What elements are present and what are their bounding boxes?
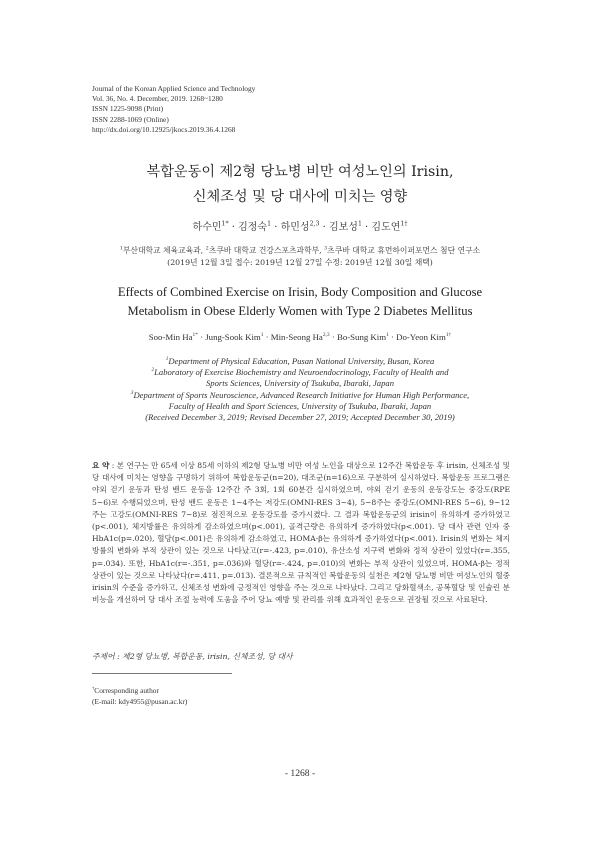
affiliation-line: $^3$Department of Sports Neuroscience, Advanced Research Initiative for Human High Performance, <box>130 389 470 400</box>
author: Soo-Min $Ha^{1*}$ · <box>148 332 206 342</box>
korean-affiliations <box>0 245 600 269</box>
affiliation-line: $^1$Department of Physical Education, Pusan National University, Busan, Korea <box>165 356 435 366</box>
author: 김보성$^1$ · <box>328 220 372 233</box>
english-affiliations <box>0 356 600 423</box>
author: 하민성$^{2,3}$ · <box>280 220 329 233</box>
page-number: - 1268 - <box>284 768 316 779</box>
affiliation-line: $^2$Laboratory of Exercise Biochemistry and Neuroendocrinology, Faculty of Health and <box>151 367 449 378</box>
author: Bo-Sung Kim$^1$ · <box>336 332 397 342</box>
author: 김도연$^{1\dagger}$ <box>371 220 408 233</box>
korean-authors <box>0 218 600 233</box>
author: Do-Yeon Kim$^{1\dagger}$ <box>396 332 452 342</box>
doi-link[interactable]: http://dx.doi.org/10.12925/jkocs.2019.36.4.1268 <box>92 124 236 134</box>
korean-title-line1: 복합운동이 제2형 당뇨병 비만 여성노인의 Irisin, <box>146 164 454 180</box>
footnote-divider <box>92 673 232 674</box>
korean-affiliation-line: $^1$부산대학교 체육교육과, $^2$츠쿠바 대학교 건강스포츠과학부, $^3$츠쿠바 대학교 휴먼하이퍼포먼스 첨단 연구소 <box>119 246 481 255</box>
korean-title <box>0 160 600 210</box>
author: Jung-Sook Kim$^1$ · <box>205 332 271 342</box>
keywords: 주제어 : 제2형 당뇨병, 복합운동, irisin, 신체조성, 당 대사 <box>92 652 293 661</box>
corresponding-email: (E-mail: kdy4955@pusan.ac.kr) <box>92 697 188 706</box>
english-title-line1: Effects of Combined Exercise on Irisin, Body Composition and Glucose <box>117 285 483 299</box>
abstract-label: 요 약 <box>92 461 110 470</box>
english-authors <box>0 332 600 342</box>
author: 김정숙$^1$ · <box>238 220 281 233</box>
author: Min-Seong Ha$^{2,3}$ · <box>270 332 337 342</box>
affiliation-line: Sports Sciences, University of Tsukuba, Ibaraki, Japan <box>205 378 394 389</box>
journal-name: Journal of the Korean Applied Science and Technology <box>92 84 256 93</box>
issn-print: ISSN 1225-9098 (Print) <box>92 104 164 114</box>
received-dates: (Received December 3, 2019; Revised December 27, 2019; Accepted December 30, 2019) <box>145 412 455 423</box>
english-title <box>0 283 600 321</box>
journal-volume: Vol. 36, No. 4. December, 2019. 1268~1280 <box>92 94 223 104</box>
english-title-line2: Metabolism in Obese Elderly Women with Type 2 Diabetes Mellitus <box>127 304 473 318</box>
korean-dates: (2019년 12월 3일 접수: 2019년 12월 27일 수정: 2019년 12월 30일 채택) <box>167 258 433 267</box>
journal-info <box>92 84 255 135</box>
abstract <box>92 460 510 606</box>
corresponding-author-note <box>92 685 187 707</box>
affiliation-line: Faculty of Health and Sport Sciences, University of Tsukuba, Ibaraki, Japan <box>168 400 432 411</box>
abstract-text: : 본 연구는 만 65세 이상 85세 이하의 제2형 당뇨병 비만 여성 노인을 대상으로 12주간 복합운동 후 irisin, 신체조성 및 당 대사에 미치는 영향을 구명하기 위하여 복합운동군(n=20), 대조군(n=16)으로 구분하여 실시하였다. 복합운동 프로그램은 야외 걷기 운동과 탄성 밴드 운동을 12주간 주 3회, 1회 60분간 실시하였으며, 야외 걷기 운동의 운동강도는 중강도(RPE 5~6)로 수행되었으며, 탄성 밴드 운동은 1~4주는 저강도(OMNI-RES 3~4), 5~8주는 중강도(OMNI-RES 5~6), 9~12주는 고강도(OMNI-RES 7~8)로 점진적으로 운동강도를 증가시켰다. 그 결과 복합운동군의 irisin이 유의하게 증가하였고(p<.001), 체지방률은 유의하게 감소하였으며(p<.001), 골격근량은 유의하게 증가하였다(p<.001). 당 대사 관련 인자 중 HbA1c(p=.020), 혈당(p<.001)은 유의하게 감소하였고, HOMA-β는 유의하게 증가하였다(p<.001). Irisin의 변화는 체지방률의 변화와 부적 상관이 있는 것으로 나타났고(r=-.423, p=.010), 유산소성 지구력 변화와 정적 상관이 있었다(r=.355, p=.034). 또한, HbA1c(r=-.351, p=.036)와 혈당(r=-.424, p=.010)의 변화는 부적 상관이 있었으며, HOMA-β는 정적 상관이 있는 것으로 나타났다(r=.411, p=.013). 결론적으로 규칙적인 복합운동의 실천은 제2형 당뇨병 비만 여성노인의 혈중 irisin의 수준을 증가하고, 신체조성 변화에 긍정적인 영향을 주는 것으로 나타났다. 그리고 당화혈색소, 공복혈당 및 인슐린 분비능을 개선하여 당 대사 조절 능력에 도움을 주어 당뇨 예방 및 관리를 위해 효과적인 운동으로 권장될 것으로 사료된다. <box>92 461 510 605</box>
corresponding-label: †Corresponding author <box>92 685 159 695</box>
author: 하수민$^{1*}$ · <box>192 220 239 233</box>
issn-online: ISSN 2288-1069 (Online) <box>92 114 169 124</box>
korean-title-line2: 신체조성 및 당 대사에 미치는 영향 <box>192 189 408 205</box>
